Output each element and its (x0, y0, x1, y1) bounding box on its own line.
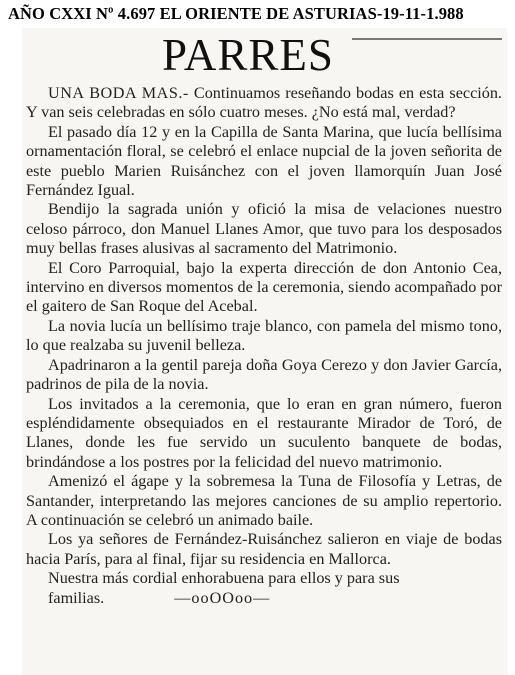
section-title: PARRES (162, 30, 334, 80)
lead-heading: UNA BODA MAS.- (48, 84, 189, 102)
closing-last-line (26, 589, 502, 608)
newspaper-header: AÑO CXXI Nº 4.697 EL ORIENTE DE ASTURIAS-19-11-1.988 (8, 4, 464, 23)
closing-text: familias. (48, 588, 105, 607)
article-paragraph: Bendijo la sagrada unión y ofició la misa de velaciones nuestro celoso párroco, don Manuel Llanes Amor, que tuvo para los desposados muy bellas frases alusivas al sacramento del Matrimonio. (26, 200, 502, 258)
article-paragraph (26, 84, 502, 123)
article-paragraph: El Coro Parroquial, bajo la experta dirección de don Antonio Cea, intervino en diversos momentos de la ceremonia, siendo acompañado por el gaitero de San Roque del Acebal. (26, 258, 502, 316)
newspaper-clipping (22, 28, 507, 675)
title-rule (352, 38, 502, 40)
section-title-row (22, 28, 507, 82)
section-divider: —ooOOoo— (174, 588, 271, 607)
closing-paragraph: Nuestra más cordial enhorabuena para ellos y para sus (48, 569, 400, 588)
article-paragraph: Apadrinaron a la gentil pareja doña Goya Cerezo y don Javier García, padrinos de pila de la novia. (26, 355, 502, 394)
article-body (26, 84, 502, 608)
article-paragraph: Los invitados a la ceremonia, que lo eran en gran número, fueron espléndidamente obsequiados en el restaurante Mirador de Toró, de Llanes, donde les fue servido un suculento banquete de bodas, brindándose a los postres por la felicidad del nuevo matrimonio. (26, 394, 502, 471)
article-paragraph: Amenizó el ágape y la sobremesa la Tuna de Filosofía y Letras, de Santander, interpretando las mejores canciones de su amplio repertorio. A continuación se celebró un animado baile. (26, 472, 502, 529)
article-paragraph: El pasado día 12 y en la Capilla de Santa Marina, que lucía bellísima ornamentación floral, se celebró el enlace nupcial de la joven señorita de este pueblo Marien Ruisánchez con el joven llamorquín Juan José Fernández Igual. (26, 122, 502, 200)
article-paragraph: Los ya señores de Fernández-Ruisánchez salieron en viaje de bodas hacia París, para al final, fijar su residencia en Mallorca. (26, 530, 502, 568)
article-paragraph: La novia lucía un bellísimo traje blanco, con pamela del mismo tono, lo que realzaba su juvenil belleza. (26, 316, 502, 355)
paragraph-text: Continuamos reseñando bodas en esta sección. Y van seis celebradas en sólo cuatro meses. ¿No está mal, verdad? (26, 84, 502, 122)
